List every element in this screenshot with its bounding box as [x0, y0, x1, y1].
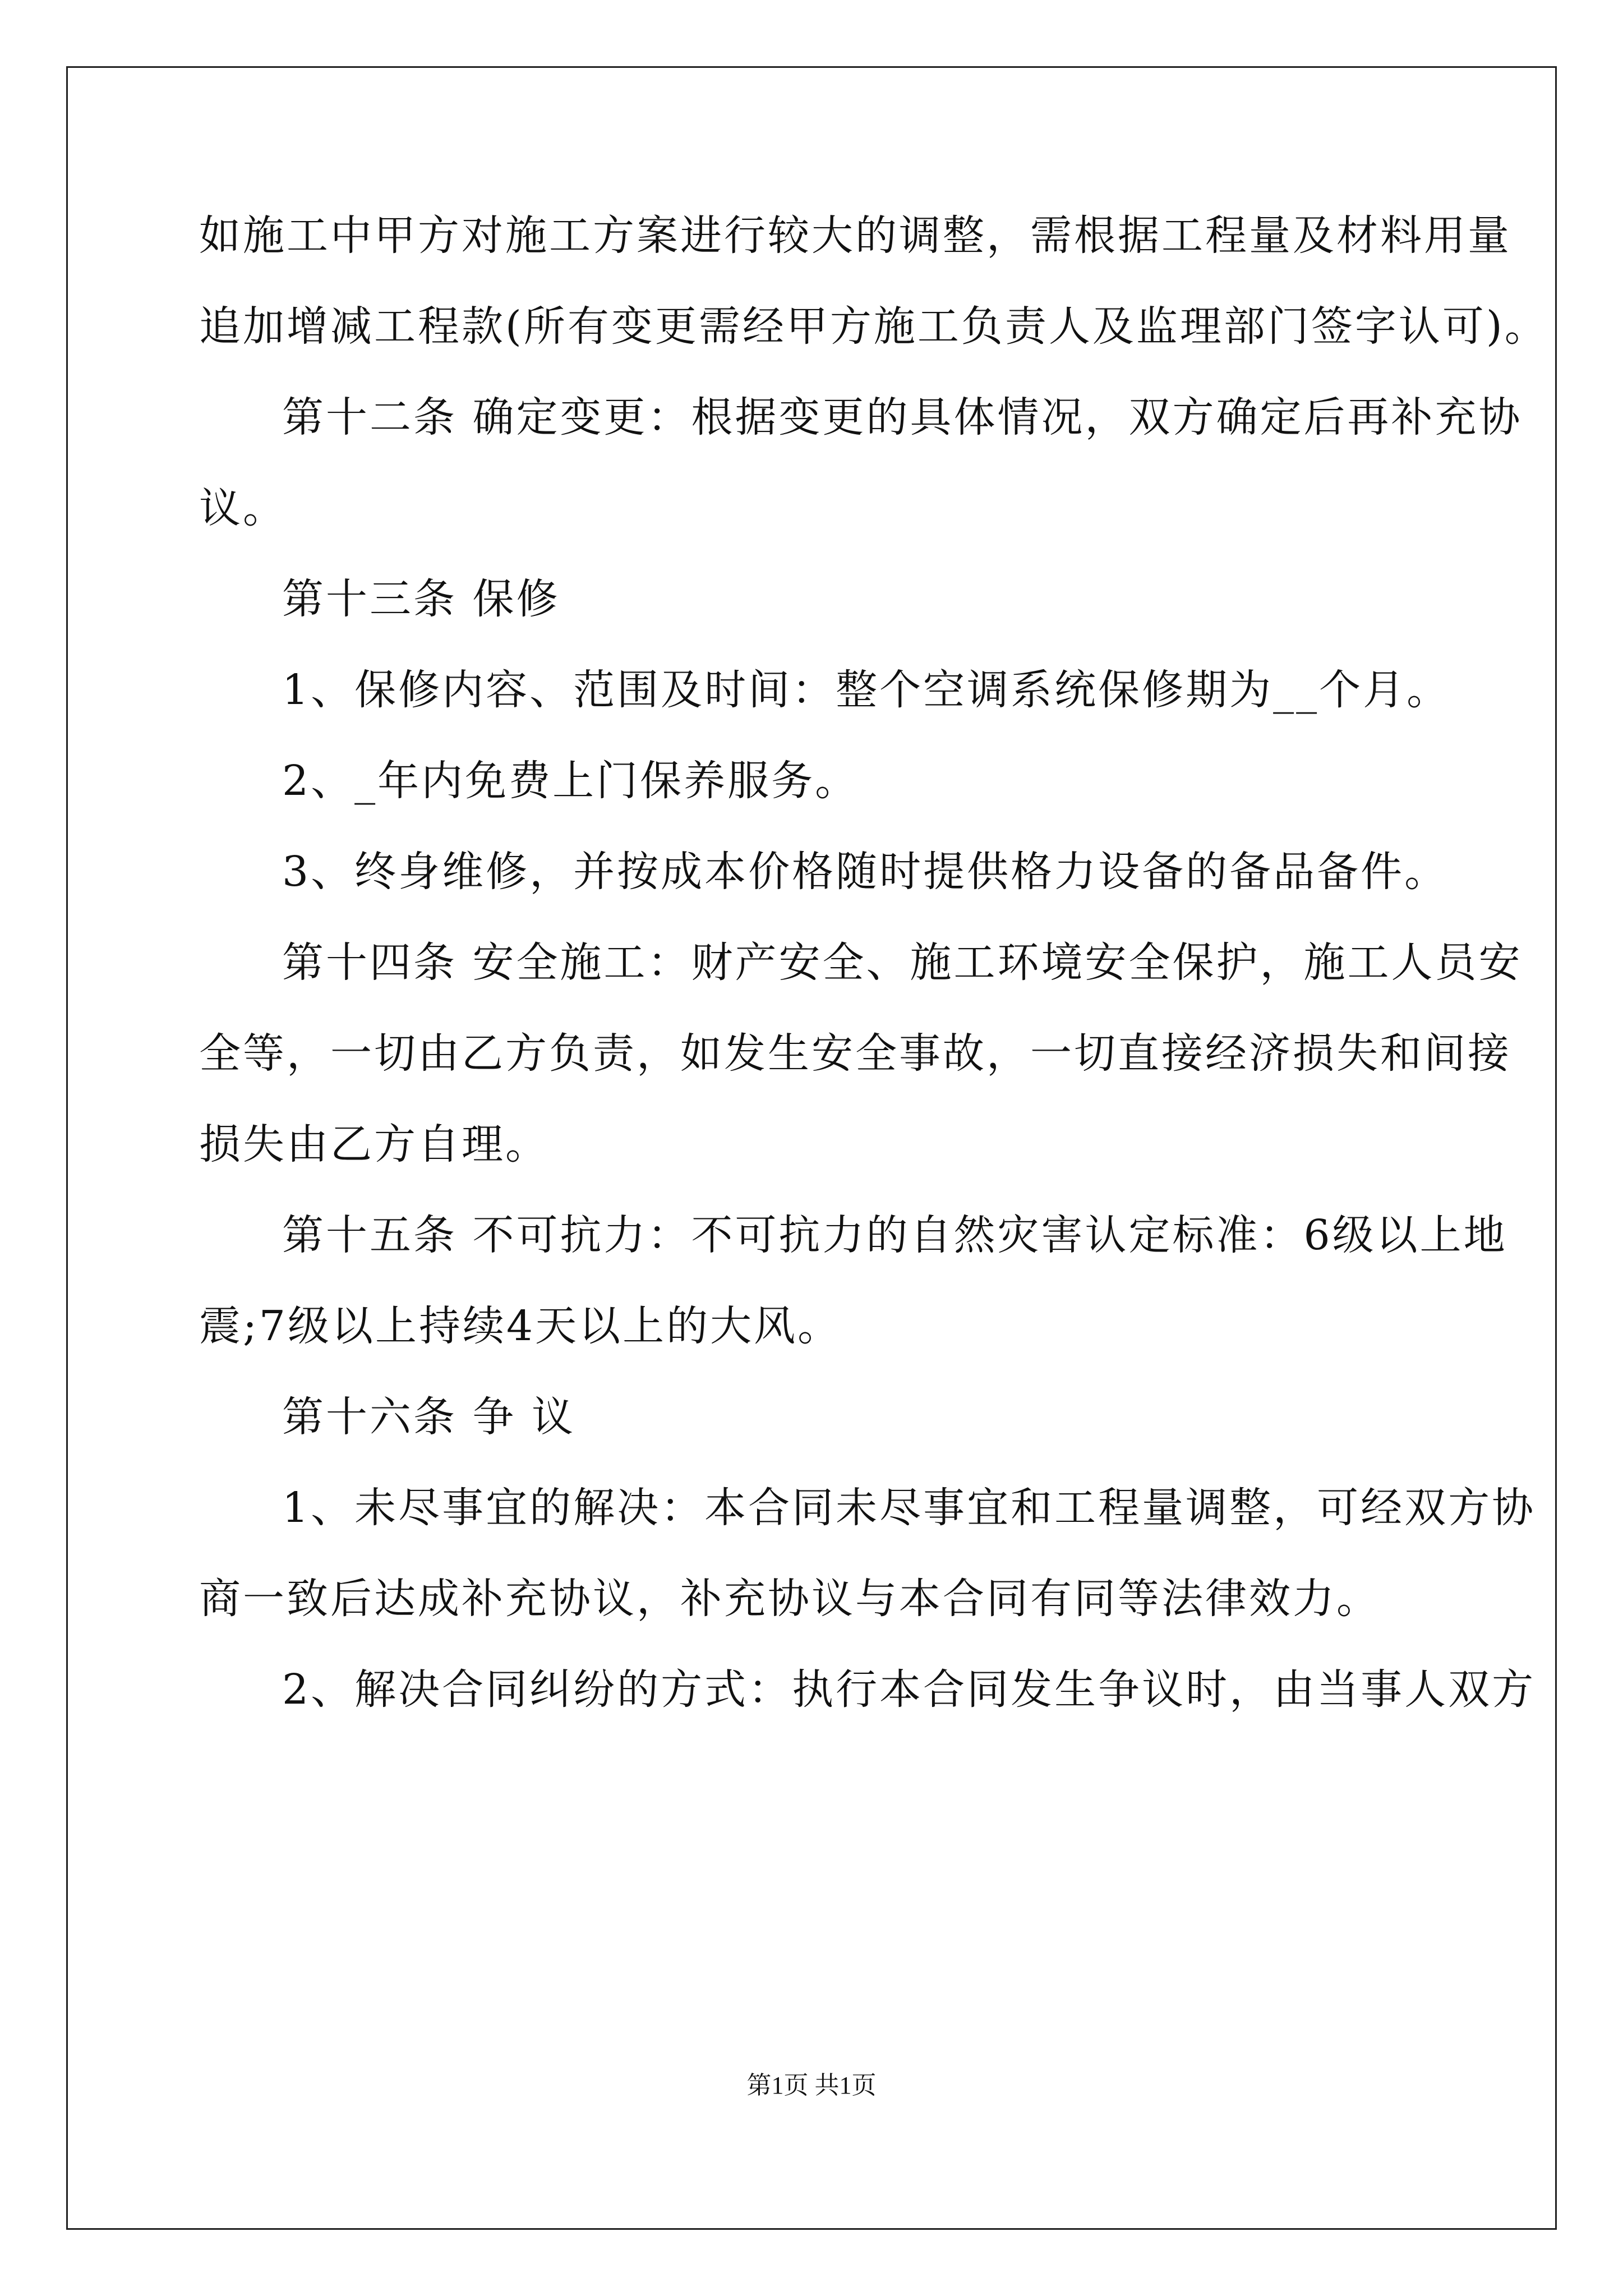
text-line: 第十四条 安全施工：财产安全、施工环境安全保护，施工人员安	[282, 938, 1523, 987]
text-line: 第十五条 不可抗力：不可抗力的自然灾害认定标准：6级以上地	[282, 1211, 1507, 1259]
text-line: 2、解决合同纠纷的方式：执行本合同发生争议时，由当事人双方	[282, 1665, 1536, 1714]
text-line: 全等，一切由乙方负责，如发生安全事故，一切直接经济损失和间接	[199, 1029, 1511, 1078]
text-line: 3、终身维修，并按成本价格随时提供格力设备的备品备件。	[282, 848, 1449, 896]
text-line: 2、_年内免费上门保养服务。	[282, 757, 859, 805]
text-line: 追加增减工程款(所有变更需经甲方施工负责人及监理部门签字认可)。	[199, 302, 1548, 351]
text-line: 第十二条 确定变更：根据变更的具体情况，双方确定后再补充协	[282, 393, 1523, 441]
text-line: 议。	[199, 484, 287, 532]
section-heading: 第十六条 争 议	[282, 1393, 576, 1441]
section-heading: 第十三条 保修	[282, 575, 560, 623]
text-line: 1、保修内容、范围及时间：整个空调系统保修期为__个月。	[282, 666, 1451, 714]
text-line: 商一致后达成补充协议，补充协议与本合同有同等法律效力。	[199, 1575, 1380, 1623]
text-line: 损失由乙方自理。	[199, 1120, 549, 1168]
page-number: 第1页 共1页	[746, 2072, 877, 2099]
text-line: 如施工中甲方对施工方案进行较大的调整，需根据工程量及材料用量	[199, 211, 1511, 260]
text-line: 1、未尽事宜的解决：本合同未尽事宜和工程量调整，可经双方协	[282, 1484, 1536, 1532]
text-line: 震;7级以上持续4天以上的大风。	[199, 1302, 842, 1350]
